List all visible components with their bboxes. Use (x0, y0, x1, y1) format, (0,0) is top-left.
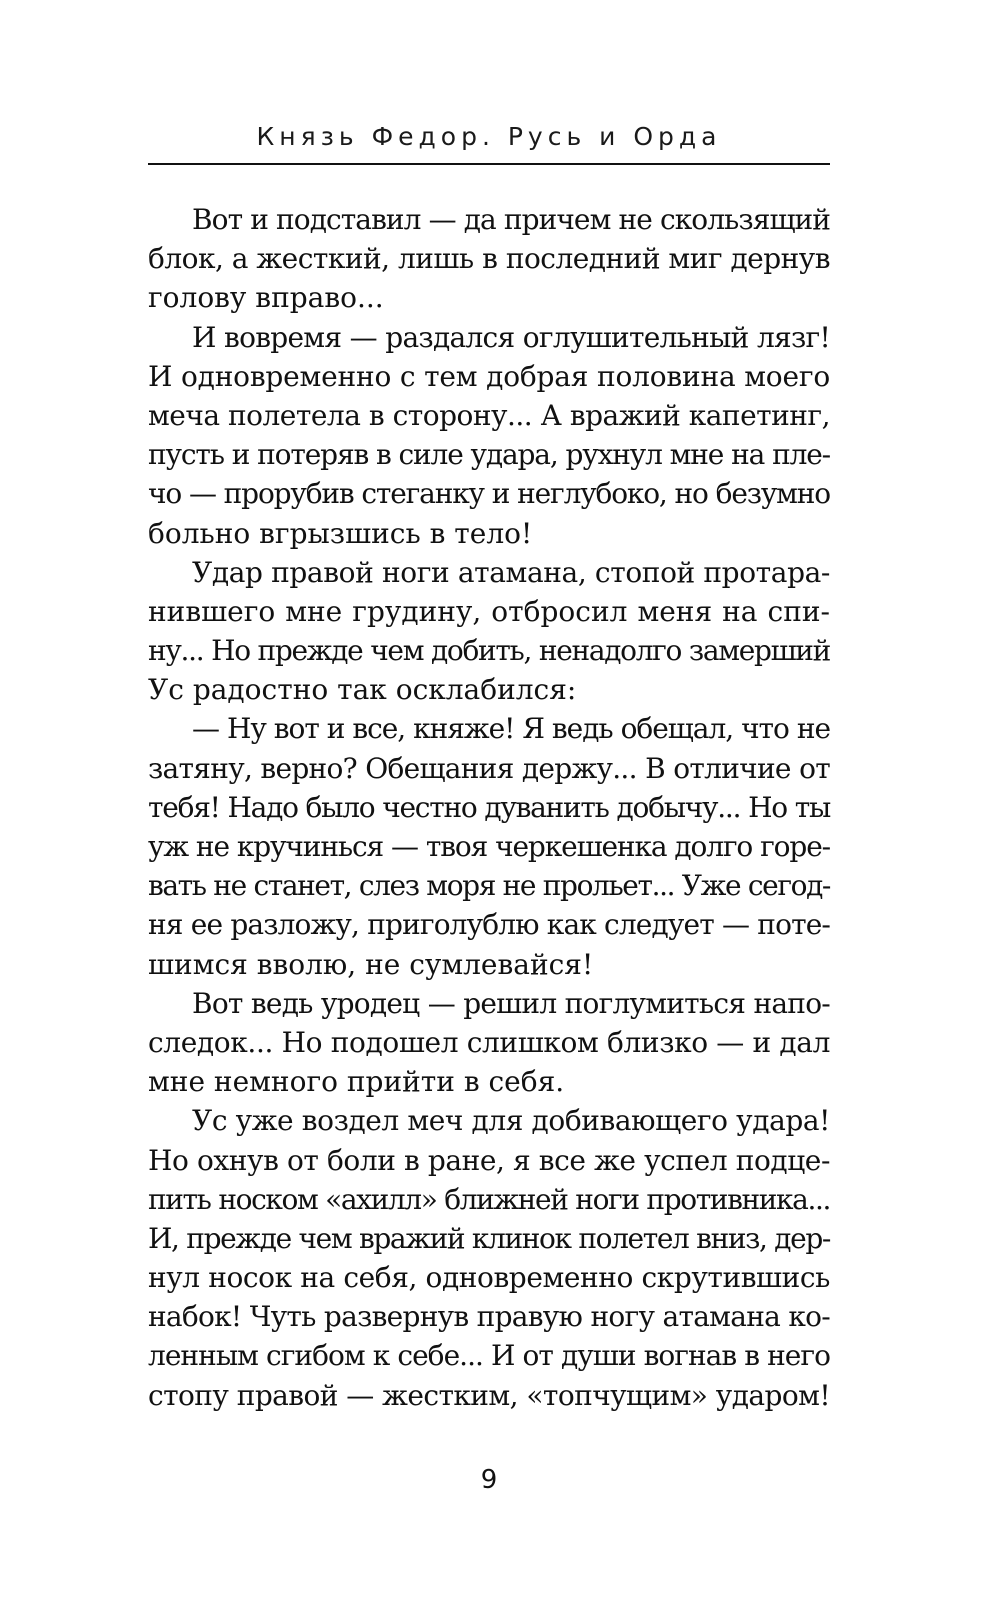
text-line: следок... Но подошел слишком близко — и дал (148, 1025, 830, 1059)
text-line: пить носком «ахилл» ближней ноги противника... (148, 1182, 830, 1216)
text-line: Ус радостно так осклабился: (148, 673, 577, 707)
text-line: блок, а жесткий, лишь в последний миг дернув (148, 242, 830, 276)
text-line: нул носок на себя, одновременно скрутившись (148, 1261, 830, 1295)
header-rule (148, 163, 830, 165)
text-line: затяну, верно? Обещания держу... В отличие от (148, 751, 830, 785)
text-line: мне немного прийти в себя. (148, 1065, 565, 1099)
text-line: Вот ведь уродец — решил поглумиться напо- (192, 986, 830, 1020)
text-line: Но охнув от боли в ране, я все же успел подце- (148, 1143, 830, 1177)
text-line: — Ну вот и все, княже! Я ведь обещал, что не (192, 712, 830, 746)
body-text (148, 200, 830, 1415)
text-line: ня ее разложу, приголублю как следует — поте- (148, 908, 830, 942)
text-line: тебя! Надо было честно дуванить добычу... Но ты (148, 790, 830, 824)
text-line: шимся вволю, не сумлевайся! (148, 947, 594, 981)
text-line: стопу правой — жестким, «топчущим» ударом! (148, 1378, 830, 1412)
text-line: ну... Но прежде чем добить, ненадолго замерший (148, 634, 830, 668)
text-line: меча полетела в сторону... А вражий капетинг, (148, 398, 830, 432)
running-head: Князь Федор. Русь и Орда (256, 122, 722, 151)
text-line: И одновременно с тем добрая половина моего (148, 359, 830, 393)
text-line: Вот и подставил — да причем не скользящий (192, 203, 830, 236)
text-line: набок! Чуть развернув правую ногу атамана ко- (148, 1300, 830, 1334)
text-line: Ус уже воздел меч для добивающего удара! (192, 1104, 830, 1138)
text-line: пусть и потеряв в силе удара, рухнул мне на пле- (148, 438, 830, 472)
text-line: больно вгрызшись в тело! (148, 516, 533, 550)
text-line: чо — прорубив стеганку и неглубоко, но безумно (148, 477, 830, 511)
text-line: вать не станет, слез моря не прольет... Уже сегод- (148, 869, 830, 903)
text-line: нившего мне грудину, отбросил меня на спи- (148, 594, 830, 628)
page-number: 9 (480, 1465, 498, 1495)
text-line: уж не кручинься — твоя черкешенка долго горе- (148, 830, 830, 863)
text-line: голову вправо... (148, 281, 384, 315)
text-line: И вовремя — раздался оглушительный лязг! (192, 320, 830, 354)
text-line: ленным сгибом к себе... И от души вогнав в него (148, 1339, 830, 1373)
text-line: Удар правой ноги атамана, стопой протара- (192, 555, 830, 589)
text-line: И, прежде чем вражий клинок полетел вниз, дер- (148, 1221, 830, 1255)
